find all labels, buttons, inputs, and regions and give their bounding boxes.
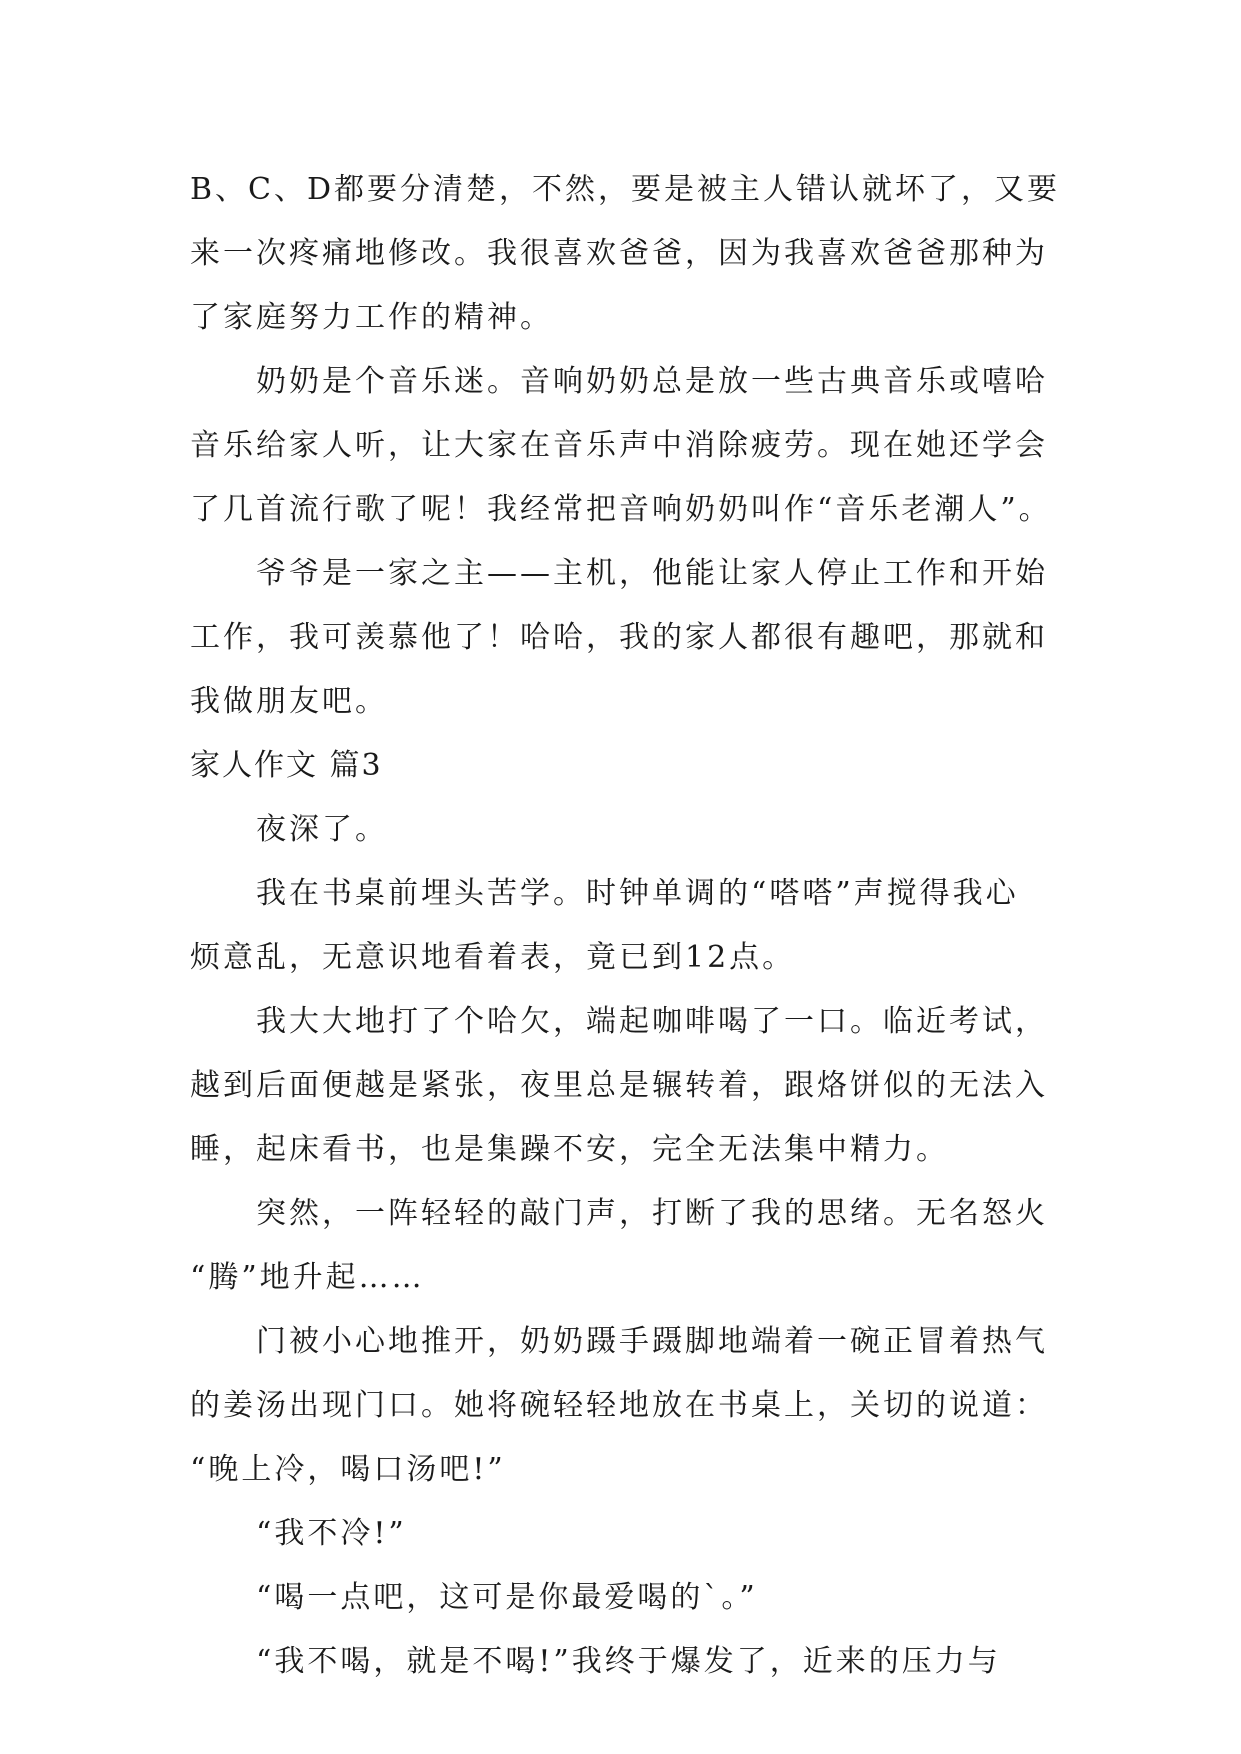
text-line: 奶奶是个音乐迷。音响奶奶总是放一些古典音乐或嘻哈 [256,364,1048,399]
text-line: “腾”地升起…… [190,1260,425,1295]
text-line: “我不喝，就是不喝!”我终于爆发了，近来的压力与 [256,1644,1001,1679]
text-line: 我做朋友吧。 [190,684,388,719]
text-line: 突然，一阵轻轻的敲门声，打断了我的思绪。无名怒火 [256,1196,1048,1231]
text-line: 越到后面便越是紧张，夜里总是辗转着，跟烙饼似的无法入 [190,1068,1048,1103]
text-line: 音乐给家人听，让大家在音乐声中消除疲劳。现在她还学会 [190,428,1048,463]
document-body [190,158,1060,1694]
text-line: 门被小心地推开，奶奶蹑手蹑脚地端着一碗正冒着热气 [256,1324,1048,1359]
text-line: 了几首流行歌了呢！我经常把音响奶奶叫作“音乐老潮人”。 [190,492,1052,527]
text-line: “晚上冷，喝口汤吧!” [190,1452,506,1487]
text-line: 工作，我可羡慕他了！哈哈，我的家人都很有趣吧，那就和 [190,620,1048,655]
text-line: “喝一点吧，这可是你最爱喝的`。” [256,1580,758,1615]
text-line: 我大大地打了个哈欠，端起咖啡喝了一口。临近考试， [256,1004,1048,1039]
text-line: 爷爷是一家之主——主机，他能让家人停止工作和开始 [256,556,1048,591]
section-heading: 家人作文 篇3 [190,748,383,783]
text-line: 的姜汤出现门口。她将碗轻轻地放在书桌上，关切的说道： [190,1388,1048,1423]
text-line: 睡，起床看书，也是集躁不安，完全无法集中精力。 [190,1132,949,1167]
text-line: 我在书桌前埋头苦学。时钟单调的“嗒嗒”声搅得我心 [256,876,1019,911]
text-line: 夜深了。 [256,812,388,847]
text-line: 了家庭努力工作的精神。 [190,300,553,335]
text-line: 来一次疼痛地修改。我很喜欢爸爸，因为我喜欢爸爸那种为 [190,236,1048,271]
text-line: 烦意乱，无意识地看着表，竟已到12点。 [190,940,796,975]
text-line: “我不冷!” [256,1516,407,1551]
text-line: B、C、D都要分清楚，不然，要是被主人错认就坏了，又要 [190,172,1061,207]
